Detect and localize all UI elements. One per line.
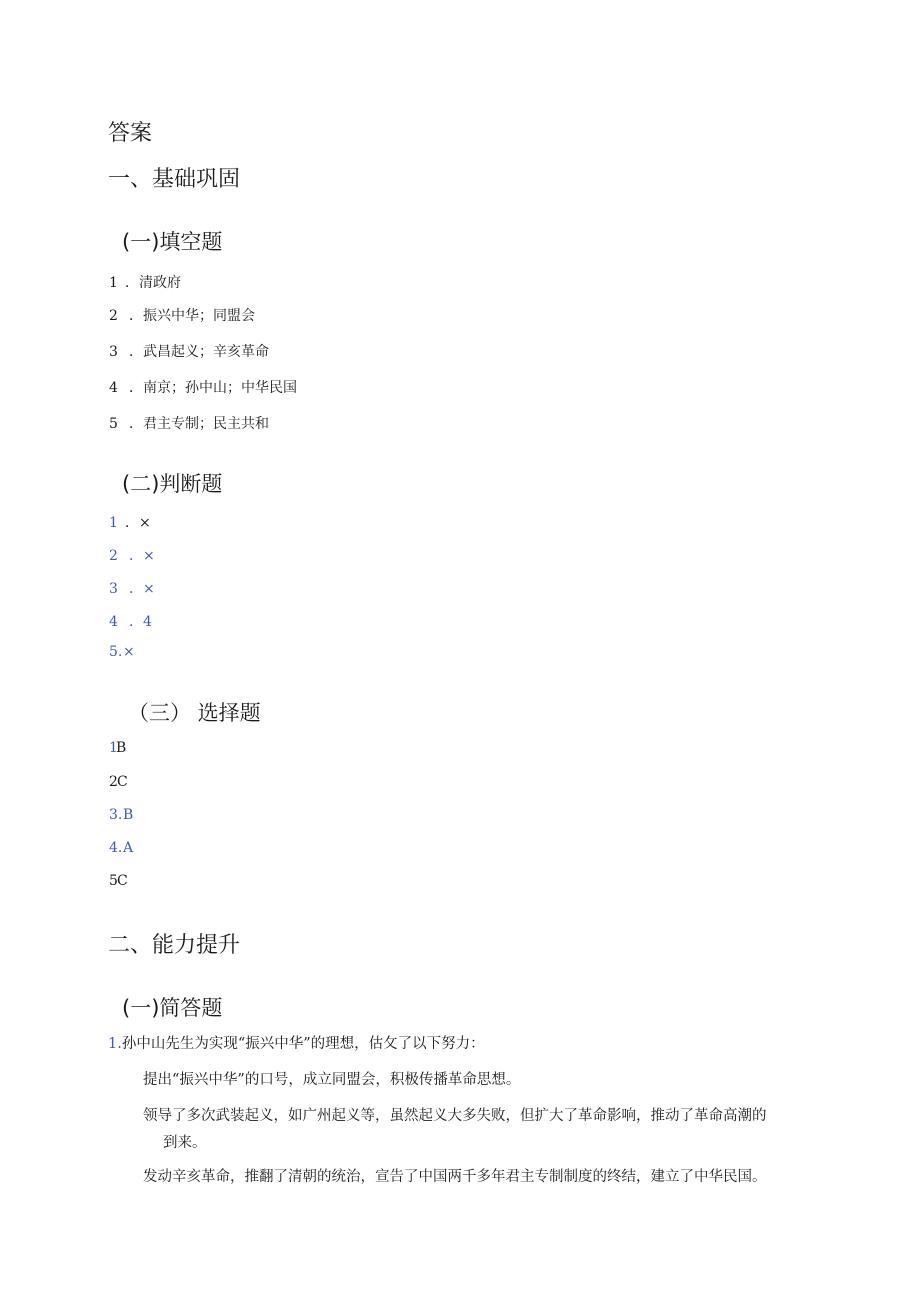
- judge-item-1: [109, 512, 151, 532]
- question-text: 孙中山先生为实现“振兴中华”的理想，估攵了以下努力：: [121, 1036, 485, 1052]
- choice-item-2: [109, 774, 128, 790]
- item-number: 5.: [109, 644, 123, 660]
- item-number: 1: [109, 515, 118, 531]
- item-number: 3.: [109, 807, 123, 823]
- judge-item-5: [109, 644, 135, 660]
- answer-point-2: 领导了多次武装起义，如广州起义等，虽然起义大多失败，但扩大了革命影响，推动了革命高潮的: [143, 1108, 767, 1124]
- item-answer: ．南京；孙中山；中华民国: [129, 380, 297, 396]
- item-number: 1: [109, 740, 118, 756]
- answer-point-2-continued: 到来。: [163, 1135, 207, 1151]
- choice-item-4: [109, 840, 133, 856]
- item-number: 4: [109, 614, 118, 630]
- item-answer: B: [123, 807, 134, 823]
- choice-item-5: [109, 873, 128, 889]
- page-title: 答案: [108, 121, 153, 146]
- item-answer: ．4: [129, 614, 152, 630]
- item-answer: ．君主专制；民主共和: [129, 416, 269, 432]
- item-number: 4: [109, 380, 118, 396]
- choice-item-1: [109, 740, 126, 756]
- fill-item-5: [109, 413, 269, 433]
- item-number: 1: [109, 275, 118, 291]
- multiple-choice-heading: （三） 选择题: [128, 701, 261, 725]
- item-answer: A: [123, 840, 134, 856]
- judge-item-4: [109, 611, 152, 631]
- item-number: 3: [109, 344, 118, 360]
- item-number: 5: [109, 416, 118, 432]
- item-number: 4.: [109, 840, 123, 856]
- item-answer: ．振兴中华；同盟会: [129, 308, 255, 324]
- true-false-heading: (二)判断题: [122, 472, 223, 496]
- item-answer: ．×: [129, 548, 155, 564]
- fill-item-4: [109, 377, 297, 397]
- item-number: 5: [109, 873, 118, 889]
- fill-item-3: [109, 341, 269, 361]
- fill-item-1: [109, 272, 181, 292]
- item-answer: ．武昌起义；辛亥革命: [129, 344, 269, 360]
- judge-item-2: [109, 545, 155, 565]
- item-answer: ．清政府: [125, 275, 181, 291]
- item-number: 2: [109, 308, 118, 324]
- question-number: 1.: [108, 1036, 122, 1052]
- item-answer: C: [117, 774, 128, 790]
- section-heading-ability: 二、能力提升: [108, 933, 241, 958]
- short-answer-heading: (一)简答题: [122, 996, 223, 1020]
- section-heading-basics: 一、基础巩固: [108, 167, 241, 192]
- item-answer: C: [117, 873, 128, 889]
- answer-point-3: 发动辛亥革命，推翻了清朝的统治，宣告了中国两千多年君主专制制度的终结，建立了中华民国。: [143, 1169, 767, 1185]
- item-number: 2: [109, 774, 118, 790]
- item-answer: ×: [123, 644, 135, 660]
- item-answer: ．×: [129, 581, 155, 597]
- fill-item-2: [109, 305, 255, 325]
- fill-blank-heading: (一)填空题: [122, 230, 223, 254]
- item-answer: ．×: [125, 515, 151, 531]
- item-answer: B: [116, 740, 127, 756]
- item-number: 3: [109, 581, 118, 597]
- judge-item-3: [109, 578, 155, 598]
- choice-item-3: [109, 807, 133, 823]
- item-number: 2: [109, 548, 118, 564]
- answer-point-1: 提出“振兴中华”的口号，成立同盟会，积极传播革命思想。: [143, 1072, 521, 1088]
- short-answer-q1: [108, 1032, 485, 1057]
